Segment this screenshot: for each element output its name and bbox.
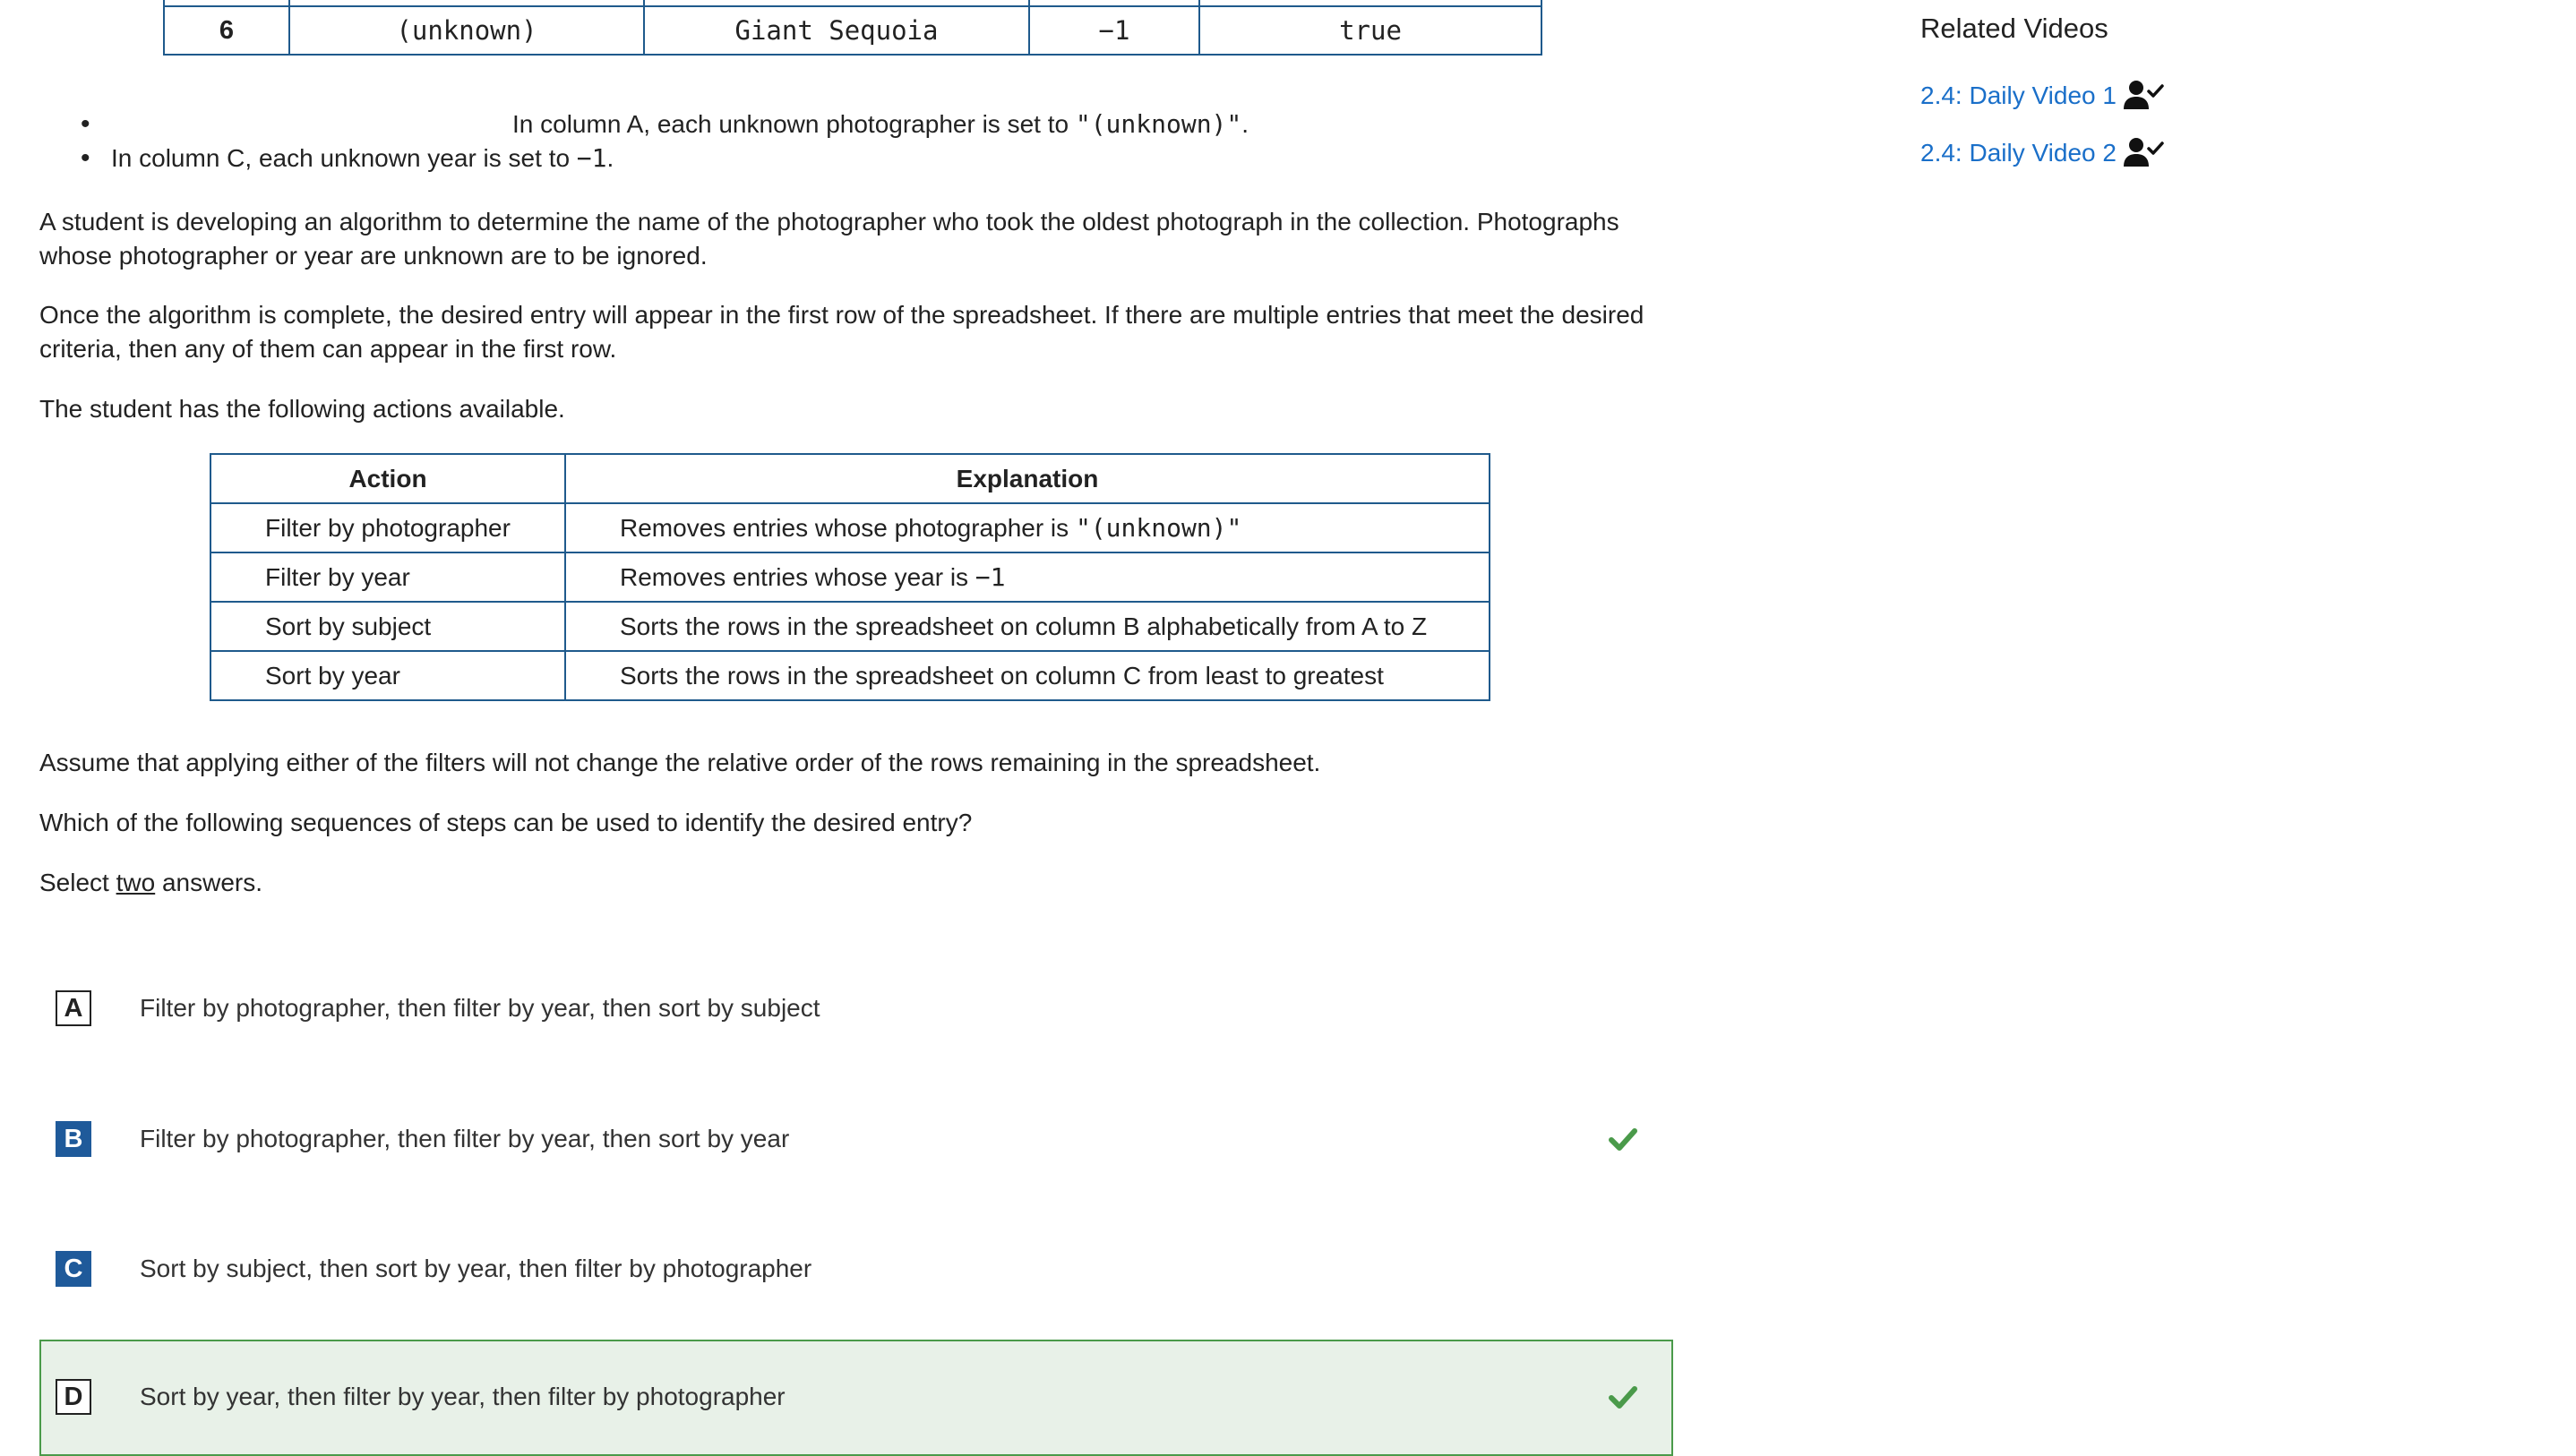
related-videos-title: Related Videos bbox=[1920, 13, 2108, 44]
question-paragraph: Which of the following sequences of steps can be used to identify the desired entry? bbox=[39, 809, 973, 836]
choice-text: Sort by subject, then sort by year, then filter by photographer bbox=[140, 1255, 812, 1282]
related-video-link-1[interactable]: 2.4: Daily Video 1 bbox=[1920, 81, 2117, 109]
table-cell: true bbox=[1199, 6, 1541, 55]
choice-letter: B bbox=[56, 1121, 91, 1157]
table-header-row bbox=[210, 454, 1490, 503]
note-text: In column C, each unknown year is set to bbox=[111, 144, 577, 172]
table-cell: (unknown) bbox=[289, 6, 644, 55]
list-item bbox=[0, 107, 1249, 141]
code-value: "(unknown)" bbox=[1075, 109, 1242, 139]
table-row bbox=[210, 651, 1490, 700]
code-value: −1 bbox=[975, 562, 1006, 592]
answer-choice-c[interactable] bbox=[39, 1217, 1673, 1328]
action-cell: Filter by year bbox=[210, 552, 565, 602]
table-cell bbox=[289, 0, 644, 6]
table-cell bbox=[644, 0, 1029, 6]
explanation-cell bbox=[565, 552, 1490, 602]
explanation-cell bbox=[565, 503, 1490, 552]
person-check-icon bbox=[2123, 136, 2164, 170]
answer-choice-a[interactable] bbox=[39, 956, 1673, 1067]
table-row bbox=[210, 552, 1490, 602]
explanation-cell: Sorts the rows in the spreadsheet on column C from least to greatest bbox=[565, 651, 1490, 700]
list-item bbox=[0, 141, 1249, 176]
note-end: . bbox=[1241, 110, 1249, 138]
notes-list bbox=[0, 107, 1249, 176]
explanation-cell: Sorts the rows in the spreadsheet on column B alphabetically from A to Z bbox=[565, 602, 1490, 651]
person-check-icon bbox=[2123, 79, 2164, 113]
answer-choice-d[interactable] bbox=[39, 1340, 1673, 1456]
question-paragraph: A student is developing an algorithm to determine the name of the photographer who took the oldest photograph in the collection. Photographs whose photographer or year are unknown are to be ignored. bbox=[39, 208, 1619, 270]
question-paragraph: Assume that applying either of the filters will not change the relative order of the rows remaining in the spreadsheet. bbox=[39, 749, 1321, 776]
actions-table bbox=[210, 453, 1490, 701]
related-video-link-2[interactable]: 2.4: Daily Video 2 bbox=[1920, 139, 2117, 167]
choice-letter: D bbox=[56, 1379, 91, 1415]
action-cell: Sort by year bbox=[210, 651, 565, 700]
photo-spreadsheet-table bbox=[163, 0, 1542, 56]
explanation-text: Removes entries whose year is bbox=[620, 563, 975, 591]
question-paragraph: Once the algorithm is complete, the desired entry will appear in the first row of the spreadsheet. If there are multiple entries that meet the desired criteria, then any of them can appear in the first row. bbox=[39, 301, 1644, 363]
note-end: . bbox=[606, 144, 614, 172]
table-cell bbox=[164, 0, 289, 6]
table-row bbox=[210, 602, 1490, 651]
instruction-text: answers. bbox=[155, 869, 263, 896]
correct-check-icon bbox=[1609, 1384, 1637, 1409]
column-header: Explanation bbox=[565, 454, 1490, 503]
instruction-text: Select bbox=[39, 869, 116, 896]
table-cell: −1 bbox=[1029, 6, 1199, 55]
action-cell: Sort by subject bbox=[210, 602, 565, 651]
action-cell: Filter by photographer bbox=[210, 503, 565, 552]
code-value: −1 bbox=[576, 143, 607, 173]
table-row bbox=[164, 6, 1541, 55]
choice-letter: C bbox=[56, 1251, 91, 1287]
select-instruction bbox=[39, 866, 1679, 900]
table-cell: 6 bbox=[164, 6, 289, 55]
choice-letter: A bbox=[56, 990, 91, 1026]
table-row bbox=[164, 0, 1541, 6]
choice-text: Sort by year, then filter by year, then filter by photographer bbox=[140, 1383, 786, 1410]
choice-text: Filter by photographer, then filter by year, then sort by year bbox=[140, 1125, 790, 1152]
instruction-emphasis: two bbox=[116, 869, 156, 896]
code-value: "(unknown)" bbox=[1075, 513, 1242, 543]
question-paragraph: The student has the following actions available. bbox=[39, 395, 565, 423]
table-row bbox=[210, 503, 1490, 552]
answer-choice-b[interactable] bbox=[39, 1087, 1673, 1198]
column-header: Action bbox=[210, 454, 565, 503]
choice-text: Filter by photographer, then filter by year, then sort by subject bbox=[140, 994, 820, 1022]
note-text: In column A, each unknown photographer is set to bbox=[512, 110, 1076, 138]
correct-check-icon bbox=[1609, 1126, 1637, 1152]
table-cell bbox=[1199, 0, 1541, 6]
table-cell bbox=[1029, 0, 1199, 6]
table-cell: Giant Sequoia bbox=[644, 6, 1029, 55]
explanation-text: Removes entries whose photographer is bbox=[620, 514, 1076, 542]
